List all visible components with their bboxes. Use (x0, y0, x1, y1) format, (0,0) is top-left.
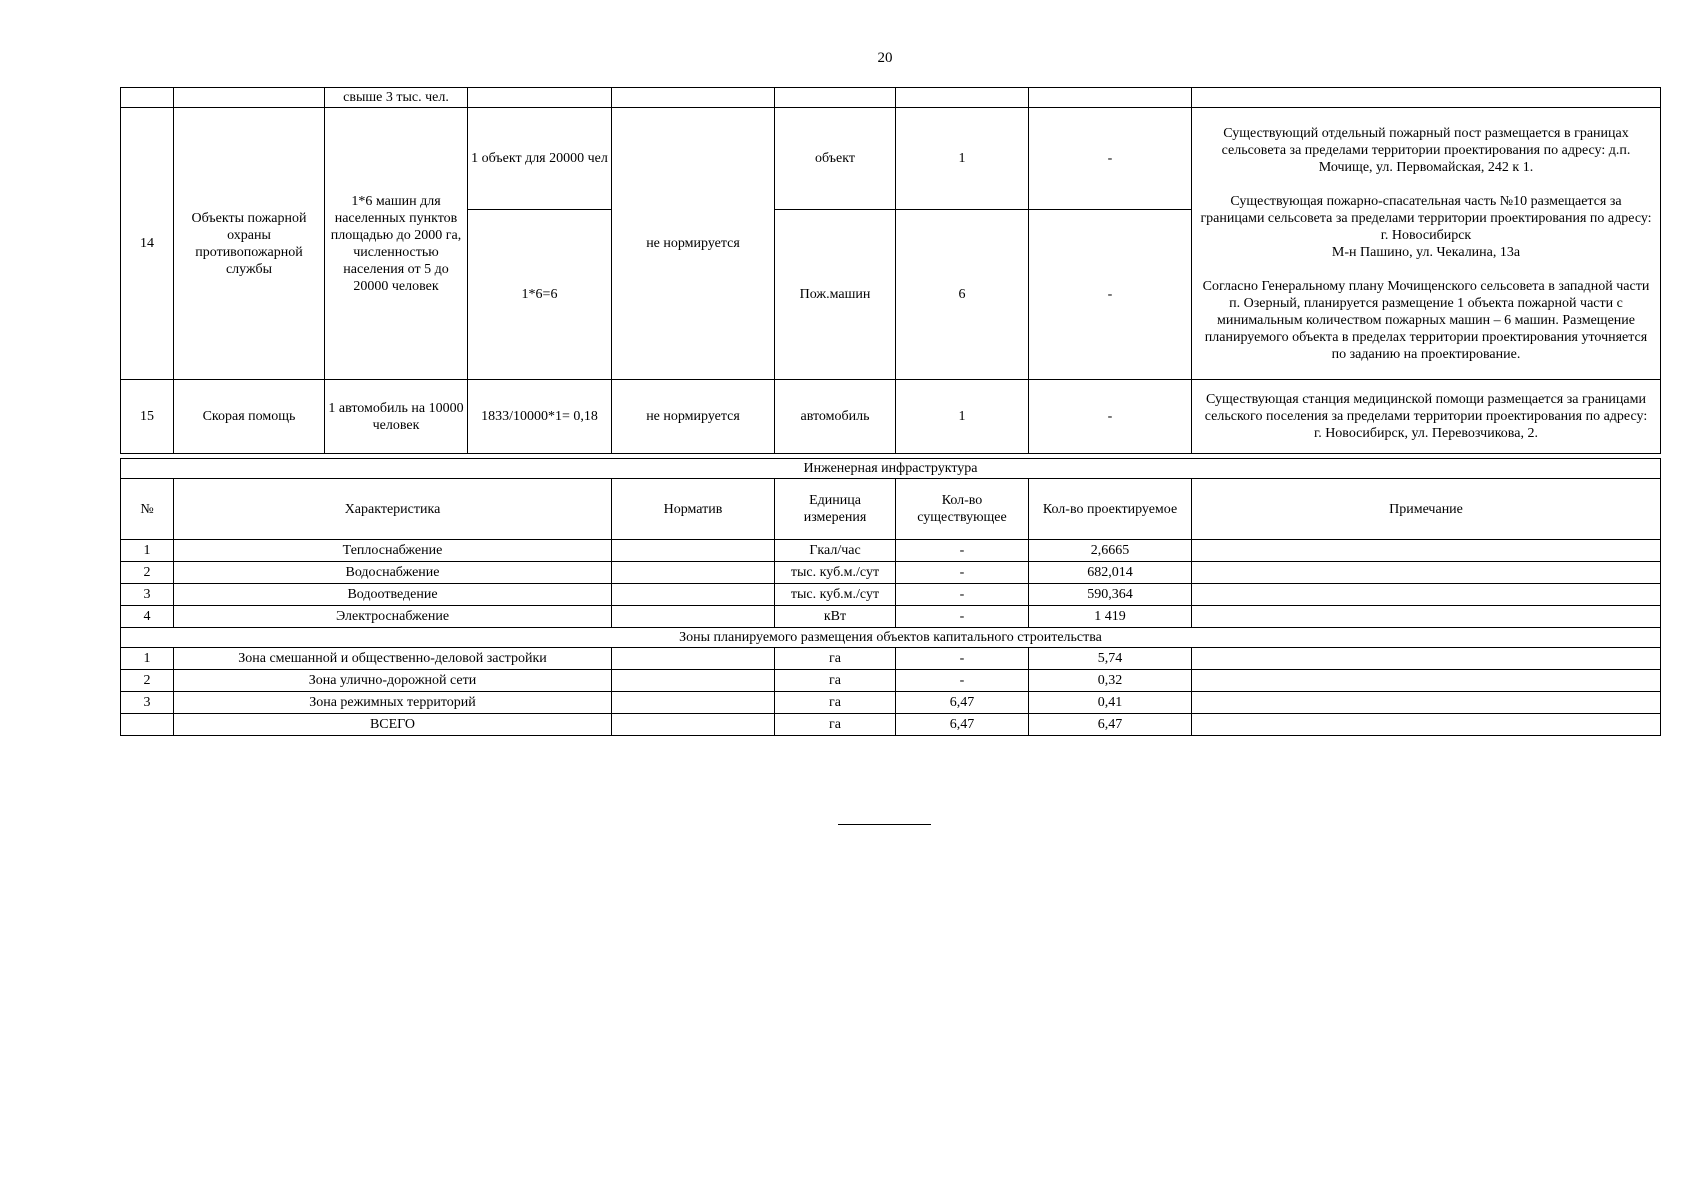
norm-cell (612, 540, 775, 562)
name-cell: Зона режимных территорий (174, 692, 612, 714)
name-cell: ВСЕГО (174, 714, 612, 736)
num-cell (121, 88, 174, 108)
existing-cell: 6 (896, 210, 1029, 380)
column-header-norm: Норматив (612, 479, 775, 540)
existing-cell (896, 88, 1029, 108)
table-row (121, 670, 1661, 692)
table-row (121, 714, 1661, 736)
name-cell: Теплоснабжение (174, 540, 612, 562)
norm-cell (612, 606, 775, 628)
zones-header-row (121, 628, 1661, 648)
name-cell: Водоотведение (174, 584, 612, 606)
norm-cell (612, 670, 775, 692)
unit-cell: тыс. куб.м./сут (775, 562, 896, 584)
existing-cell: - (896, 648, 1029, 670)
planned-cell: 2,6665 (1029, 540, 1192, 562)
note-cell (1192, 584, 1661, 606)
table-row (121, 562, 1661, 584)
note-address-line: г. Новосибирск, ул. Перевозчикова, 2. (1314, 426, 1538, 441)
norm-cell (612, 562, 775, 584)
num-cell: 14 (121, 108, 174, 380)
num-cell: 4 (121, 606, 174, 628)
unit-cell: га (775, 648, 896, 670)
calc-cell: 1*6=6 (468, 210, 612, 380)
page-number: 20 (877, 50, 893, 66)
norm-cell (612, 648, 775, 670)
column-header-characteristic: Характеристика (174, 479, 612, 540)
num-cell: 2 (121, 670, 174, 692)
norm-cell: свыше 3 тыс. чел. (325, 88, 468, 108)
column-header-planned: Кол-во проектируемое (1029, 479, 1192, 540)
unit-cell: тыс. куб.м./сут (775, 584, 896, 606)
note-address-line: М-н Пашино, ул. Чекалина, 13а (1331, 244, 1521, 260)
norm-cell (612, 714, 775, 736)
note-paragraph: Согласно Генеральному плану Мочищенского сельсовета в западной части п. Озерный, планируется размещение 1 объекта пожарной части с минимальным количеством пожарных машин – 6 машин. Размещение планируемого объекта в пределах территории проектирования уточняется по заданию на проектирование. (1202, 278, 1650, 362)
existing-cell: - (896, 584, 1029, 606)
unit-cell: га (775, 714, 896, 736)
existing-cell: - (896, 670, 1029, 692)
engineering-infrastructure-table (120, 458, 1661, 736)
calc-cell: 1833/10000*1= 0,18 (468, 380, 612, 454)
note-cell (1192, 714, 1661, 736)
planned-cell: 682,014 (1029, 562, 1192, 584)
unit-cell: Пож.машин (775, 210, 896, 380)
calc-cell: 1 объект для 20000 чел (468, 108, 612, 210)
column-header-num: № (121, 479, 174, 540)
column-header-existing: Кол-во существующее (896, 479, 1029, 540)
planned-cell: 1 419 (1029, 606, 1192, 628)
column-header-note: Примечание (1192, 479, 1661, 540)
accessibility-cell: не нормируется (612, 108, 775, 380)
num-cell: 1 (121, 540, 174, 562)
num-cell: 3 (121, 692, 174, 714)
unit-cell: кВт (775, 606, 896, 628)
planned-cell: - (1029, 380, 1192, 454)
norm-cell: 1 автомобиль на 10000 человек (325, 380, 468, 454)
zones-title: Зоны планируемого размещения объектов капитального строительства (121, 628, 1661, 648)
name-cell: Электроснабжение (174, 606, 612, 628)
unit-cell (775, 88, 896, 108)
total-rows (121, 714, 1661, 736)
planned-cell: 0,32 (1029, 670, 1192, 692)
num-cell: 1 (121, 648, 174, 670)
norm-cell (612, 692, 775, 714)
existing-cell: - (896, 540, 1029, 562)
existing-cell: - (896, 562, 1029, 584)
existing-cell: 6,47 (896, 692, 1029, 714)
unit-cell: объект (775, 108, 896, 210)
note-cell (1192, 692, 1661, 714)
calc-cell (468, 88, 612, 108)
unit-cell: га (775, 670, 896, 692)
table-row (121, 88, 1661, 108)
note-cell (1192, 108, 1661, 380)
num-cell: 2 (121, 562, 174, 584)
table-row (121, 380, 1661, 454)
name-cell: Скорая помощь (174, 380, 325, 454)
num-cell: 15 (121, 380, 174, 454)
note-paragraph: Существующая пожарно-спасательная часть №10 размещается за границами сельсовета за пределами территории проектирования по адресу: г. Новосибирск М-н Пашино, ул. Чекалина, 13а (1200, 193, 1652, 260)
note-cell (1192, 606, 1661, 628)
existing-cell: 1 (896, 380, 1029, 454)
accessibility-cell: не нормируется (612, 380, 775, 454)
note-cell (1192, 88, 1661, 108)
name-cell: Зона улично-дорожной сети (174, 670, 612, 692)
existing-cell: - (896, 606, 1029, 628)
section-title: Инженерная инфраструктура (121, 459, 1661, 479)
planned-cell (1029, 88, 1192, 108)
zone-rows (121, 648, 1661, 714)
column-header-row (121, 479, 1661, 540)
unit-cell: Гкал/час (775, 540, 896, 562)
infrastructure-rows (121, 540, 1661, 628)
note-cell: Существующая станция медицинской помощи размещается за границами сельского поселения за пределами территории проектирования по адресу: г. Новосибирск, ул. Перевозчикова, 2. (1192, 380, 1661, 454)
planned-cell: 0,41 (1029, 692, 1192, 714)
name-cell (174, 88, 325, 108)
note-cell (1192, 540, 1661, 562)
norm-cell: 1*6 машин для населенных пунктов площадью до 2000 га, численностью населения от 5 до 20000 человек (325, 108, 468, 380)
table-row (121, 648, 1661, 670)
existing-cell: 6,47 (896, 714, 1029, 736)
planned-cell: 5,74 (1029, 648, 1192, 670)
unit-cell: га (775, 692, 896, 714)
note-cell (1192, 648, 1661, 670)
num-cell (121, 714, 174, 736)
norm-cell (612, 584, 775, 606)
name-cell: Водоснабжение (174, 562, 612, 584)
section-header-row (121, 459, 1661, 479)
planned-cell: - (1029, 210, 1192, 380)
table-row (121, 606, 1661, 628)
name-cell: Зона смешанной и общественно-деловой застройки (174, 648, 612, 670)
name-cell: Объекты пожарной охраны противопожарной службы (174, 108, 325, 380)
accessibility-cell (612, 88, 775, 108)
planned-cell: 6,47 (1029, 714, 1192, 736)
unit-cell: автомобиль (775, 380, 896, 454)
page-end-line (838, 824, 931, 825)
note-cell (1192, 670, 1661, 692)
column-header-unit: Единица измерения (775, 479, 896, 540)
existing-cell: 1 (896, 108, 1029, 210)
table-row (121, 540, 1661, 562)
note-paragraph: Существующий отдельный пожарный пост размещается в границах сельсовета за пределами территории проектирования по адресу: д.п. Мочище, ул. Первомайская, 242 к 1. (1221, 125, 1631, 175)
note-cell (1192, 562, 1661, 584)
planned-cell: 590,364 (1029, 584, 1192, 606)
social-infrastructure-table (120, 87, 1661, 454)
table-row (121, 584, 1661, 606)
table-row (121, 692, 1661, 714)
table-row (121, 108, 1661, 210)
planned-cell: - (1029, 108, 1192, 210)
num-cell: 3 (121, 584, 174, 606)
